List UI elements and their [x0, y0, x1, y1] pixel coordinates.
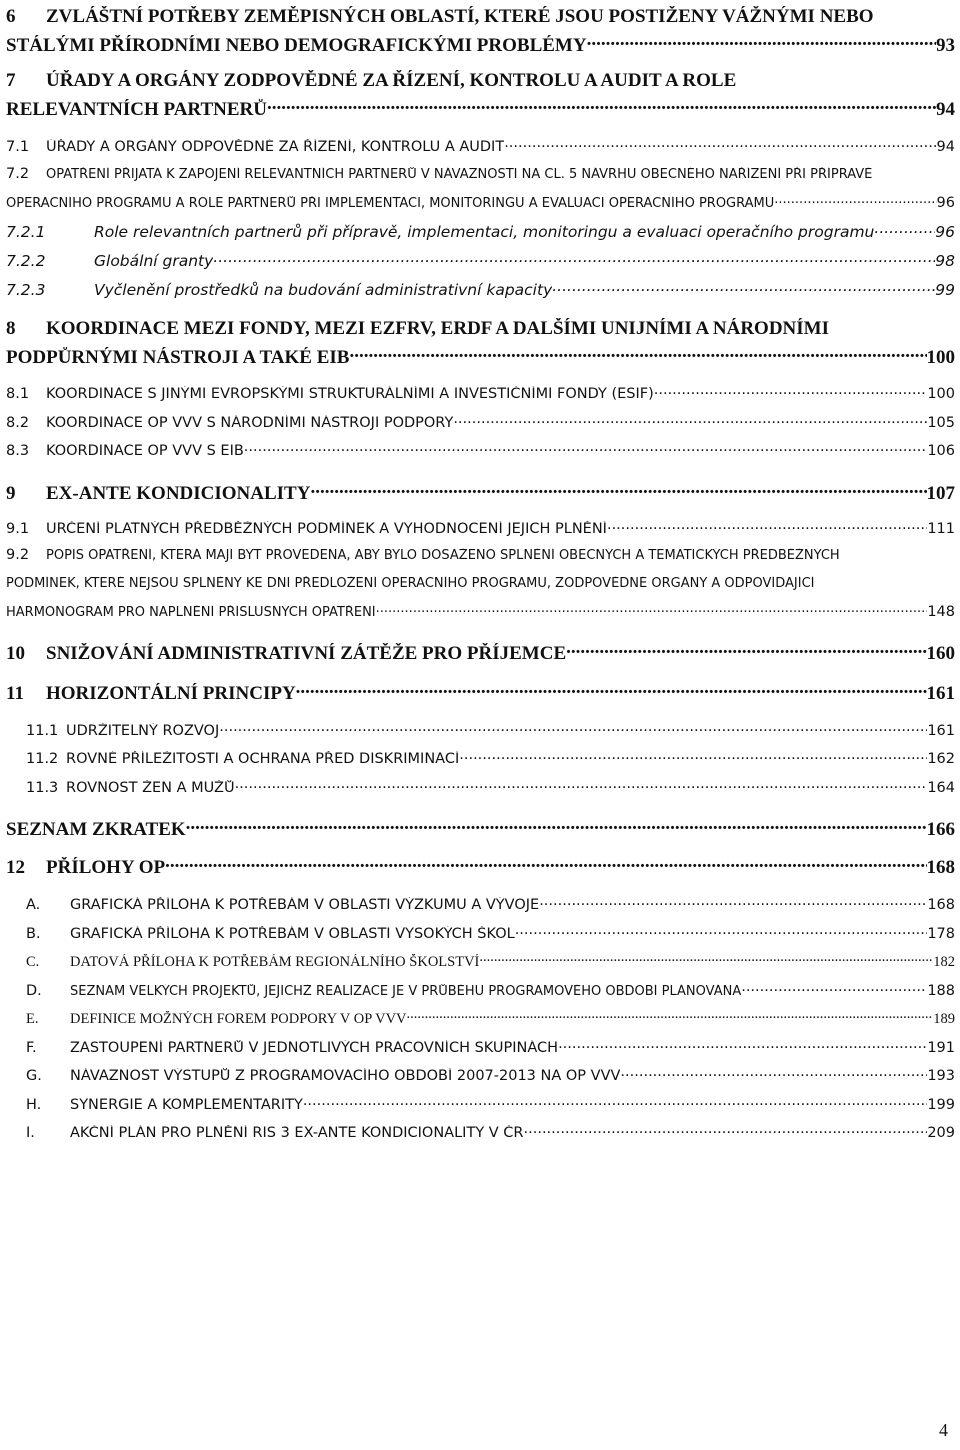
- toc-page-number: 193: [927, 1067, 955, 1084]
- toc-title: ZVLÁŠTNÍ POTŘEBY ZEMĚPISNÝCH OBLASTÍ, KTERÉ JSOU POSTIŽENY VÁŽNÝMI NEBO: [46, 6, 874, 27]
- toc-page-number: 178: [927, 925, 955, 942]
- toc-title: SNIŽOVÁNÍ ADMINISTRATIVNÍ ZÁTĚŽE PRO PŘÍJEMCE: [46, 643, 567, 664]
- toc-number: 11: [6, 683, 24, 704]
- toc-entry-appendix-c[interactable]: [26, 951, 955, 971]
- toc-number: 11.1: [26, 722, 59, 739]
- toc-entry-12[interactable]: [6, 854, 955, 879]
- toc-title: UDRŽITELNÝ ROZVOJ: [66, 722, 220, 739]
- dot-leader: [213, 250, 935, 266]
- toc-page-number: 161: [927, 722, 955, 739]
- toc-number: 11.2: [26, 750, 59, 767]
- toc-title: ÚŘADY A ORGÁNY ODPOVĚDNÉ ZA ŘÍZENÍ, KONTROLU A AUDIT: [46, 138, 505, 155]
- toc-title: Role relevantních partnerů při přípravě, implementaci, monitoringu a evaluaci operačního programu: [94, 222, 875, 241]
- toc-page-number: 106: [927, 442, 955, 459]
- toc-page-number: 168: [927, 896, 955, 913]
- toc-number: B.: [26, 925, 41, 942]
- toc-title: KOORDINACE S JINÝMI EVROPSKÝMI STRUKTURÁLNÍMI A INVESTIČNÍMI FONDY (ESIF): [46, 385, 654, 402]
- toc-entry-11-2[interactable]: [26, 748, 955, 767]
- toc-title: KOORDINACE OP VVV S NÁRODNÍMI NÁSTROJI PODPORY: [46, 414, 454, 431]
- toc-number: 9.1: [6, 520, 30, 537]
- toc-number: 12: [6, 857, 25, 878]
- toc-entry-7-2-cont[interactable]: [6, 194, 955, 211]
- dot-leader: [874, 221, 935, 237]
- toc-page-number: 160: [926, 643, 955, 664]
- page-number: 4: [939, 1420, 948, 1440]
- toc-entry-appendix-d[interactable]: [26, 980, 955, 999]
- dot-leader: [310, 480, 926, 499]
- toc-entry-7-2-1[interactable]: [6, 221, 955, 241]
- dot-leader: [566, 640, 926, 659]
- toc-number: I.: [26, 1124, 35, 1141]
- toc-entry-9-2-cont2[interactable]: [6, 603, 955, 620]
- toc-entry-7-2[interactable]: [6, 166, 955, 182]
- dot-leader: [376, 603, 928, 616]
- dot-leader: [459, 748, 927, 763]
- toc-number: 7: [6, 70, 16, 91]
- toc-entry-9-1[interactable]: [6, 518, 955, 537]
- toc-entry-6-cont[interactable]: [6, 32, 955, 57]
- dot-leader: [219, 720, 927, 735]
- toc-title: DEFINICE MOŽNÝCH FOREM PODPORY V OP VVV: [70, 1010, 407, 1027]
- toc-entry-8[interactable]: [6, 318, 955, 340]
- toc-title: SEZNAM VELKÝCH PROJEKTŮ, JEJICHŽ REALIZACE JE V PRŮBĚHU PROGRAMOVÉHO OBDOBÍ PLÁNOVÁNA: [70, 983, 742, 999]
- toc-title: GRAFICKÁ PŘÍLOHA K POTŘEBÁM V OBLASTI VYSOKÝCH ŠKOL: [70, 925, 515, 942]
- dot-leader: [741, 980, 927, 995]
- dot-leader: [552, 279, 935, 295]
- toc-page-number: 96: [936, 195, 955, 211]
- toc-page-number: 98: [935, 251, 955, 270]
- toc-title: ZASTOUPENÍ PARTNERŮ V JEDNOTLIVÝCH PRACOVNÍCH SKUPINÁCH: [70, 1039, 559, 1056]
- dot-leader: [479, 951, 933, 966]
- toc-page-number: 161: [926, 683, 955, 704]
- dot-leader: [654, 383, 928, 398]
- toc-number: 9.2: [6, 547, 30, 563]
- toc-entry-7-2-3[interactable]: [6, 279, 955, 299]
- toc-entry-11-3[interactable]: [26, 777, 955, 796]
- toc-title: DATOVÁ PŘÍLOHA K POTŘEBÁM REGIONÁLNÍHO ŠKOLSTVÍ: [70, 953, 480, 970]
- toc-number: G.: [26, 1067, 42, 1084]
- dot-leader: [620, 1065, 927, 1080]
- dot-leader: [524, 1122, 928, 1137]
- toc-title: Globální granty: [94, 251, 214, 270]
- toc-number: C.: [26, 953, 40, 970]
- dot-leader: [186, 816, 927, 835]
- toc-title: GRAFICKÁ PŘÍLOHA K POTŘEBÁM V OBLASTI VÝZKUMU A VÝVOJE: [70, 896, 540, 913]
- toc-page-number: 99: [935, 280, 955, 299]
- toc-title: OPATŘENÍ PŘIJATÁ K ZAPOJENÍ RELEVANTNÍCH PARTNERŮ V NÁVAZNOSTI NA ČL. 5 NÁVRHU OBECNÉHO NAŘÍZENÍ PŘI PŘÍPRAVĚ: [46, 167, 873, 182]
- toc-title: POPIS OPATŘENÍ, KTERÁ MAJÍ BÝT PROVEDENA, ABY BYLO DOSAŽENO SPLNĚNÍ OBECNÝCH A TEMATICKÝCH PŘEDBĚŽNÝCH: [46, 548, 840, 563]
- toc-entry-appendix-b[interactable]: [26, 923, 955, 942]
- toc-page-number: 100: [926, 347, 955, 368]
- dot-leader: [504, 136, 936, 151]
- dot-leader: [349, 344, 926, 363]
- toc-entry-7-2-2[interactable]: [6, 250, 955, 270]
- toc-entry-appendix-g[interactable]: [26, 1065, 955, 1084]
- toc-number: 8.3: [6, 442, 30, 459]
- toc-title: KOORDINACE OP VVV S EIB: [46, 442, 244, 459]
- dot-leader: [515, 923, 928, 938]
- toc-number: 7.2: [6, 166, 30, 182]
- dot-leader: [607, 518, 927, 533]
- toc-number: H.: [26, 1096, 42, 1113]
- toc-number: 7.2.3: [6, 280, 46, 299]
- toc-title-cont2: HARMONOGRAM PRO NAPLNĚNÍ PŘÍSLUŠNÝCH OPATŘENÍ: [6, 605, 376, 620]
- toc-page-number: 188: [927, 982, 955, 999]
- dot-leader: [539, 894, 927, 909]
- toc-title: HORIZONTÁLNÍ PRINCIPY: [46, 683, 296, 704]
- toc-title: ÚŘADY A ORGÁNY ZODPOVĚDNÉ ZA ŘÍZENÍ, KONTROLU A AUDIT A ROLE: [46, 70, 737, 91]
- toc-page-number: 164: [927, 779, 955, 796]
- toc-page-number: 105: [927, 414, 955, 431]
- toc-number: 8.2: [6, 414, 30, 431]
- toc-page-number: 166: [926, 819, 955, 840]
- toc-title: SEZNAM ZKRATEK: [6, 819, 186, 840]
- toc-entry-8-2[interactable]: [6, 412, 955, 431]
- toc-entry-11[interactable]: [6, 680, 955, 705]
- toc-page-number: 209: [927, 1124, 955, 1141]
- toc-number: 10: [6, 643, 25, 664]
- toc-entry-appendix-f[interactable]: [26, 1037, 955, 1056]
- toc-entry-6[interactable]: [6, 6, 955, 28]
- toc-page-number: 94: [936, 138, 955, 155]
- toc-page-number: 199: [927, 1096, 955, 1113]
- toc-title: NÁVAZNOST VÝSTUPŮ Z PROGRAMOVACÍHO OBDOBÍ 2007-2013 NA OP VVV: [70, 1067, 621, 1084]
- dot-leader: [244, 440, 928, 455]
- dot-leader: [453, 412, 927, 427]
- toc-number: D.: [26, 982, 42, 999]
- dot-leader: [267, 96, 936, 115]
- toc-number: 6: [6, 6, 16, 27]
- dot-leader: [235, 777, 928, 792]
- toc-title: KOORDINACE MEZI FONDY, MEZI EZFRV, ERDF A DALŠÍMI UNIJNÍMI A NÁRODNÍMI: [46, 318, 829, 339]
- toc-entry-appendix-h[interactable]: [26, 1094, 955, 1113]
- toc-entry-appendix-e[interactable]: [26, 1008, 955, 1028]
- toc-title: SYNERGIE A KOMPLEMENTARITY: [70, 1096, 303, 1113]
- toc-page-number: 148: [927, 604, 955, 620]
- toc-number: 8.1: [6, 385, 30, 402]
- toc-entry-8-1[interactable]: [6, 383, 955, 402]
- dot-leader: [303, 1094, 927, 1109]
- toc-number: 7.2.2: [6, 251, 46, 270]
- toc-page-number: 191: [927, 1039, 955, 1056]
- toc-title-cont: OPERAČNÍHO PROGRAMU A ROLE PARTNERŮ PŘI IMPLEMENTACI, MONITORINGU A EVALUACI OPERAČNÍHO PROGRAMU: [6, 196, 775, 211]
- toc-page-number: 111: [927, 520, 955, 537]
- toc-page-number: 107: [926, 483, 955, 504]
- toc-page-number: 168: [926, 857, 955, 878]
- toc-title: EX-ANTE KONDICIONALITY: [46, 483, 311, 504]
- toc-number: 9: [6, 483, 16, 504]
- dot-leader: [774, 194, 936, 207]
- dot-leader: [558, 1037, 927, 1052]
- toc-entry-9-2-cont[interactable]: [6, 576, 955, 591]
- toc-title: URČENÍ PLATNÝCH PŘEDBĚŽNÝCH PODMÍNEK A VYHODNOCENÍ JEJICH PLNĚNÍ: [46, 520, 607, 537]
- toc-page-number: 100: [927, 385, 955, 402]
- toc-entry-8-cont[interactable]: [6, 344, 955, 369]
- toc-number: 11.3: [26, 779, 59, 796]
- toc-page-number: 189: [933, 1010, 955, 1027]
- toc-entry-seznam-zkratek[interactable]: [6, 816, 955, 841]
- toc-entry-9-2[interactable]: [6, 547, 955, 563]
- toc-title-cont: PODMÍNEK, KTERÉ NEJSOU SPLNĚNY KE DNI PŘEDLOŽENÍ OPERAČNÍHO PROGRAMU, ZODPOVĚDNÉ ORGÁNY A ODPOVÍDAJÍCÍ: [6, 576, 815, 591]
- dot-leader: [165, 854, 926, 873]
- dot-leader: [587, 32, 936, 51]
- toc-number: 8: [6, 318, 16, 339]
- toc-entry-7-1[interactable]: [6, 136, 955, 155]
- toc-number: E.: [26, 1010, 39, 1027]
- toc-page-number: 162: [927, 750, 955, 767]
- toc-title: ROVNOST ŽEN A MUŽŮ: [66, 779, 235, 796]
- toc-title: ROVNÉ PŘÍLEŽITOSTI A OCHRANA PŘED DISKRIMINACÍ: [66, 750, 460, 767]
- toc-entry-11-1[interactable]: [26, 720, 955, 739]
- toc-page-number: 93: [936, 35, 955, 56]
- toc-number: 7.2.1: [6, 222, 46, 241]
- toc-entry-9[interactable]: [6, 480, 955, 505]
- toc-number: 7.1: [6, 138, 30, 155]
- toc-entry-appendix-i[interactable]: [26, 1122, 955, 1141]
- dot-leader: [296, 680, 927, 699]
- toc-entry-10[interactable]: [6, 640, 955, 665]
- toc-title-cont: PODPŮRNÝMI NÁSTROJI A TAKÉ EIB: [6, 347, 350, 368]
- toc-entry-7-cont[interactable]: [6, 96, 955, 121]
- dot-leader: [407, 1008, 934, 1023]
- toc-entry-7[interactable]: [6, 70, 955, 92]
- toc-page-number: 96: [935, 222, 955, 241]
- toc-title-cont: STÁLÝMI PŘÍRODNÍMI NEBO DEMOGRAFICKÝMI PROBLÉMY: [6, 35, 587, 56]
- toc-page-number: 94: [936, 99, 955, 120]
- toc-title: AKČNÍ PLÁN PRO PLNĚNÍ RIS 3 EX-ANTE KONDICIONALITY V ČR: [70, 1124, 524, 1141]
- toc-entry-appendix-a[interactable]: [26, 894, 955, 913]
- toc-title: PŘÍLOHY OP: [46, 857, 166, 878]
- toc-title-cont: RELEVANTNÍCH PARTNERŮ: [6, 99, 267, 120]
- toc-number: F.: [26, 1039, 37, 1056]
- toc-page-number: 182: [933, 953, 955, 970]
- toc-number: A.: [26, 896, 41, 913]
- toc-title: Vyčlenění prostředků na budování administrativní kapacity: [94, 280, 553, 299]
- toc-entry-8-3[interactable]: [6, 440, 955, 459]
